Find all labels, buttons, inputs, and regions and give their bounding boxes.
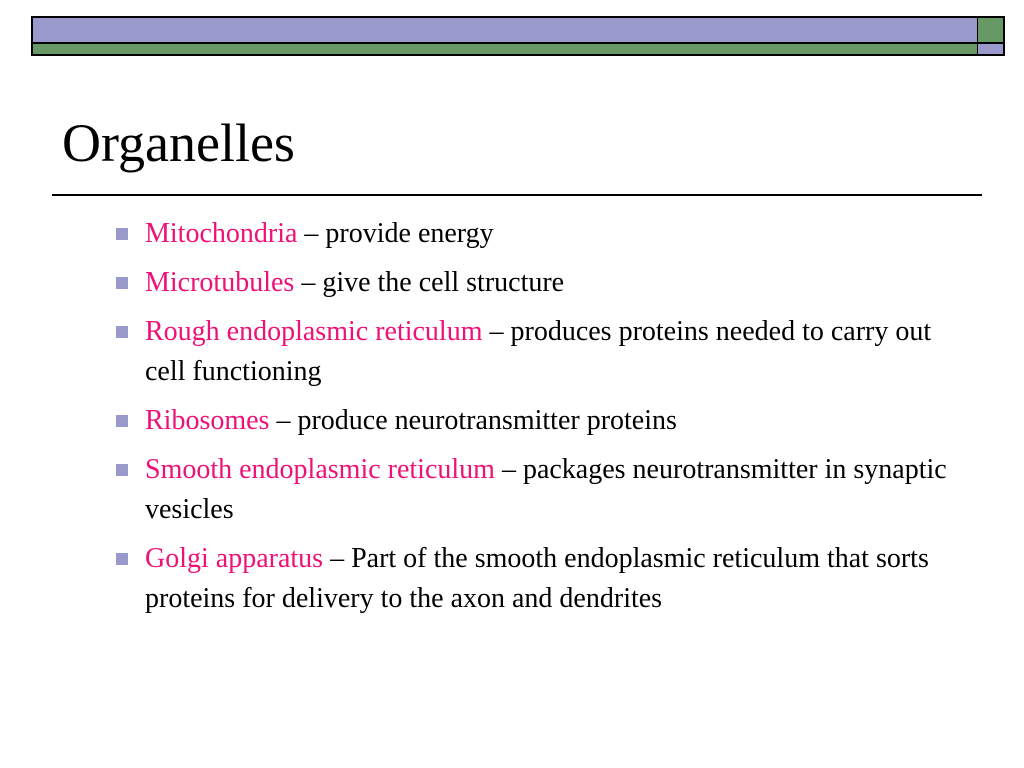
square-bullet-icon (116, 464, 128, 476)
bullet-item-ribosomes (112, 401, 972, 441)
bullet-term: Mitochondria (145, 218, 298, 249)
bullet-term: Rough endoplasmic reticulum (145, 316, 483, 347)
title-divider (52, 194, 982, 196)
bullet-term: Ribosomes (145, 405, 270, 436)
corner-green-square (978, 18, 1003, 44)
corner-purple-square (978, 44, 1003, 54)
bullet-item-mitochondria (112, 214, 972, 254)
top-banner-purple-stripe (33, 18, 977, 44)
square-bullet-icon (116, 228, 128, 240)
bullet-description: – produce neurotransmitter proteins (269, 405, 677, 436)
square-bullet-icon (116, 277, 128, 289)
bullet-description: – produces proteins needed to carry out cell functioning (145, 316, 932, 387)
bullet-list (112, 214, 972, 628)
bullet-item-microtubules (112, 263, 972, 303)
bullet-description: – provide energy (297, 218, 494, 249)
square-bullet-icon (116, 415, 128, 427)
bullet-term: Microtubules (145, 267, 295, 298)
bullet-term: Smooth endoplasmic reticulum (145, 454, 495, 485)
top-banner-corner-block (978, 16, 1005, 56)
bullet-description: – give the cell structure (294, 267, 565, 298)
bullet-item-smooth-er (112, 450, 972, 530)
top-banner-green-stripe (33, 44, 977, 54)
bullet-term: Golgi apparatus (145, 543, 324, 574)
square-bullet-icon (116, 553, 128, 565)
bullet-description: – Part of the smooth endoplasmic reticulum that sorts proteins for delivery to the axon and dendrites (145, 543, 929, 614)
bullet-description: – packages neurotransmitter in synaptic vesicles (145, 454, 947, 525)
bullet-item-golgi (112, 539, 972, 619)
square-bullet-icon (116, 326, 128, 338)
bullet-item-rough-er (112, 312, 972, 392)
top-banner (31, 16, 979, 56)
slide-title: Organelles (62, 113, 295, 173)
